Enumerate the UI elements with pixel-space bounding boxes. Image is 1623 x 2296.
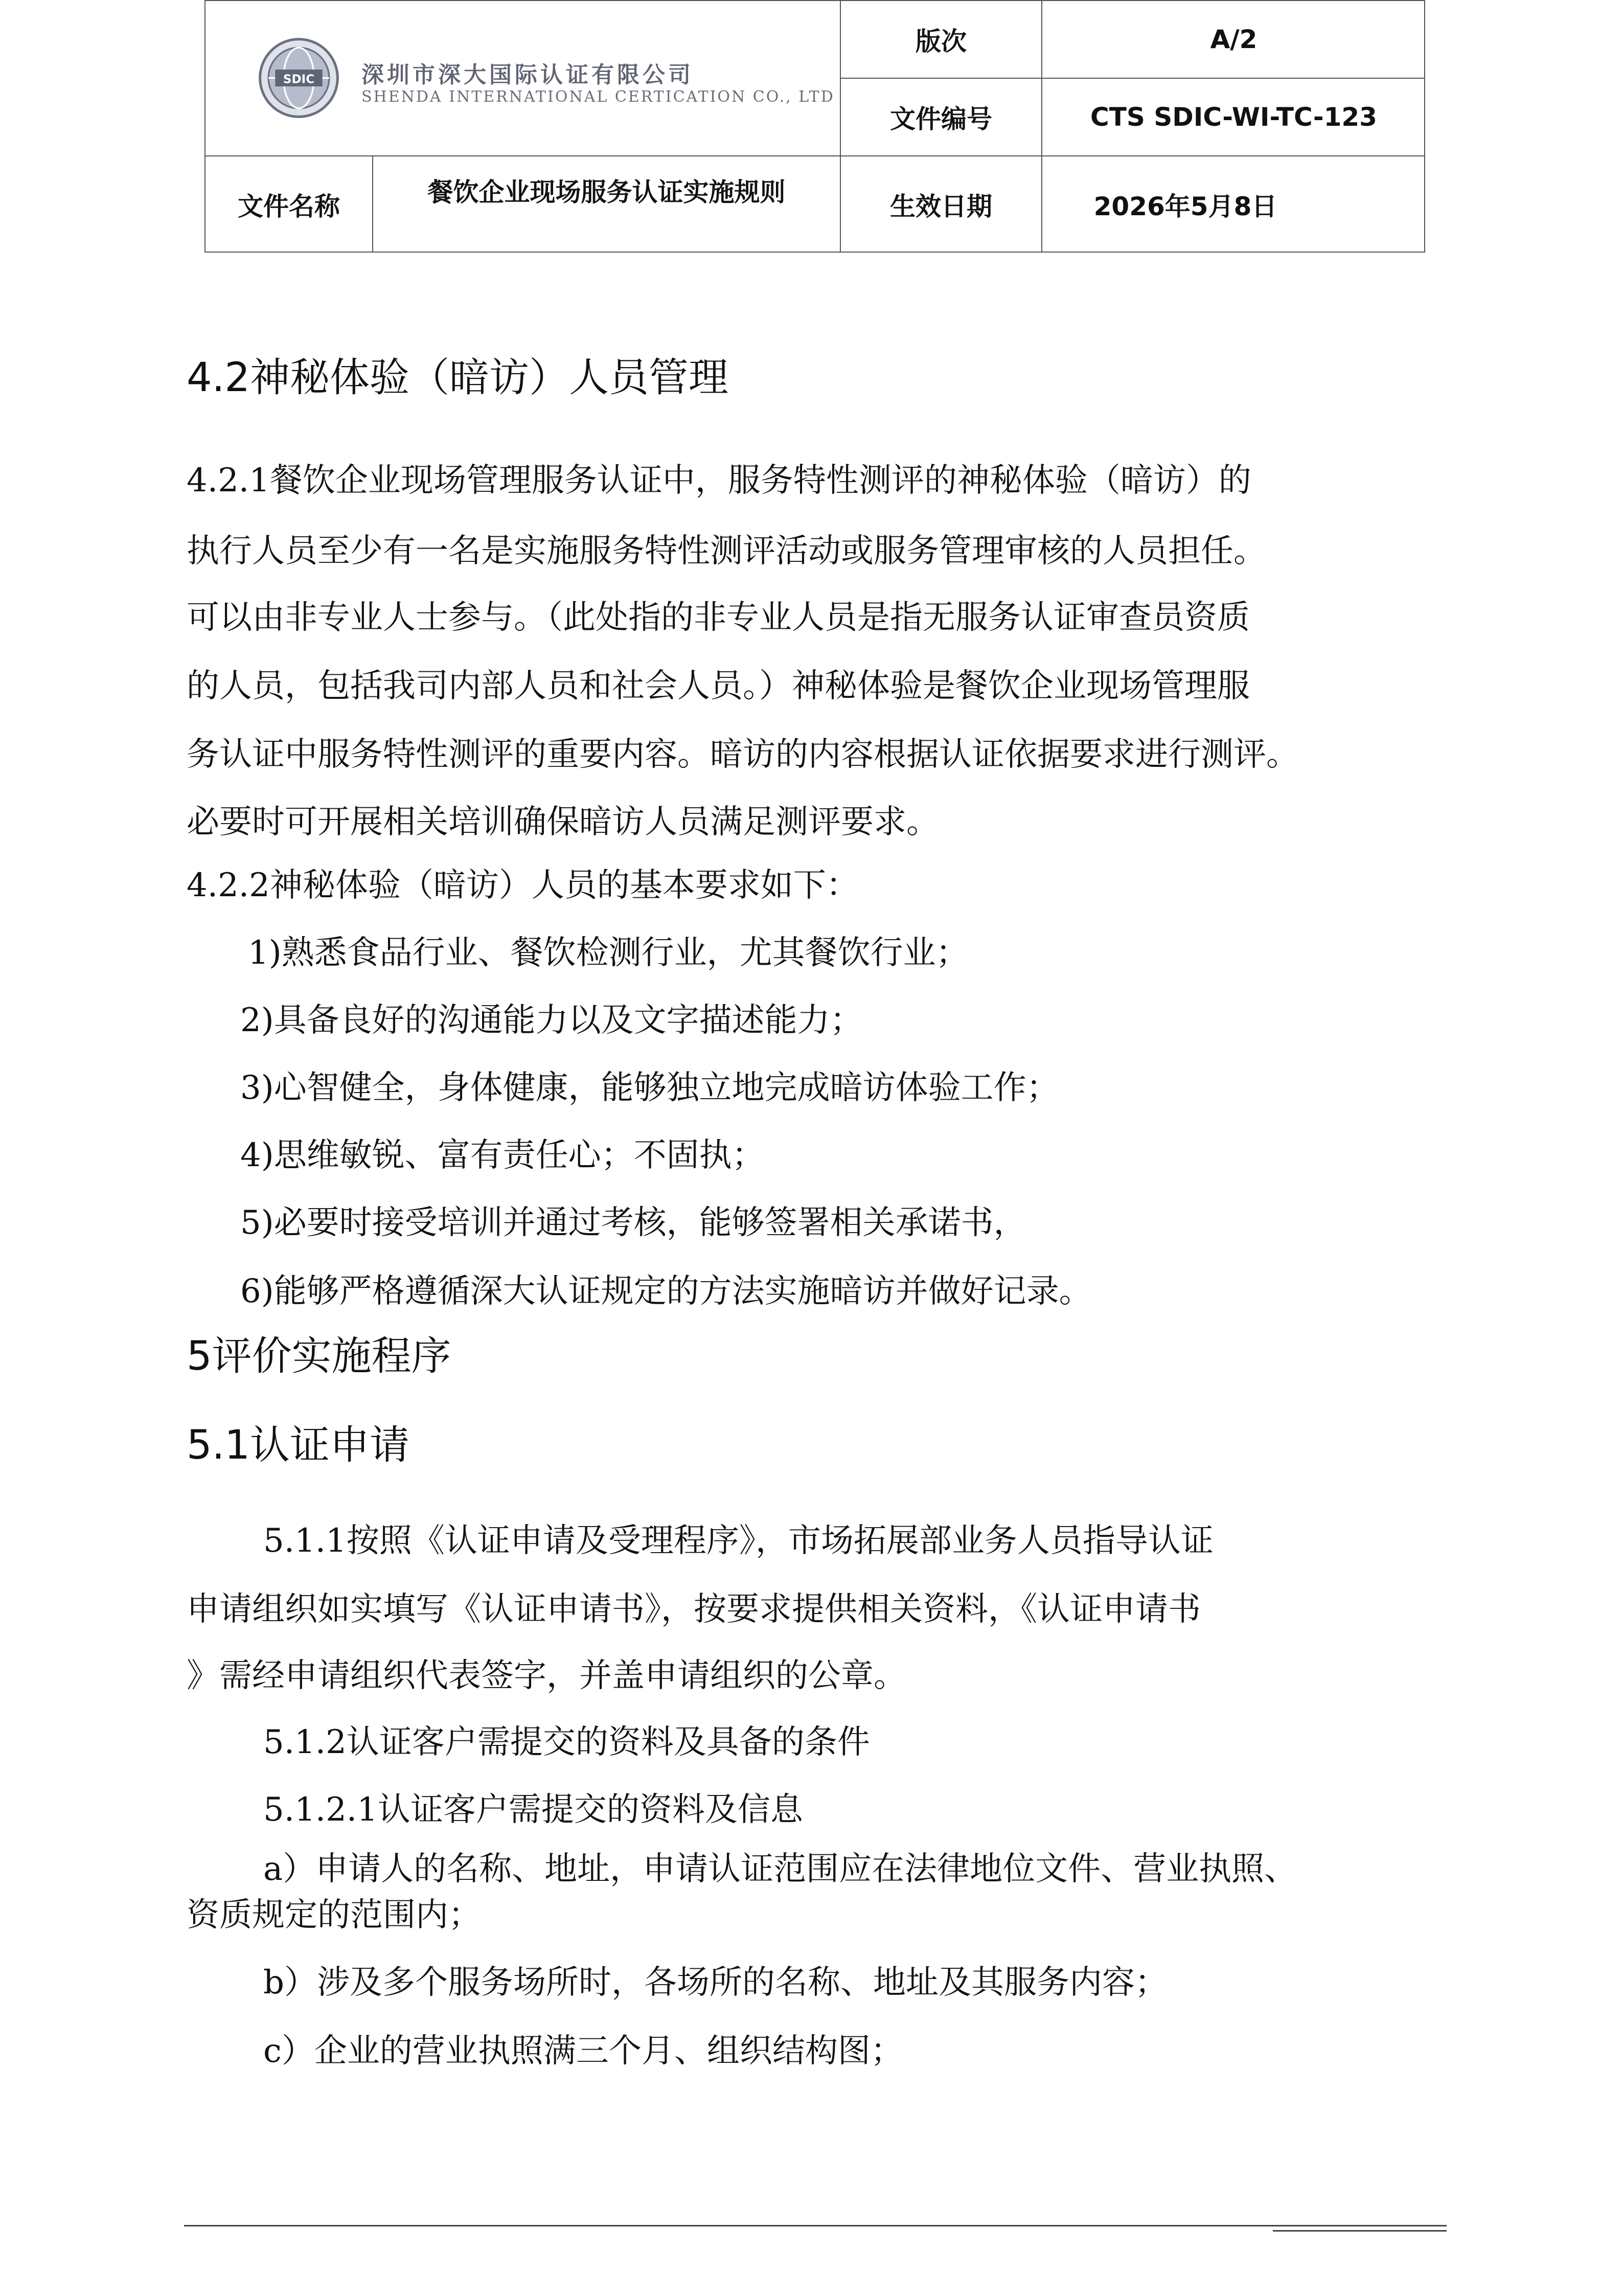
date-value: 2026年5月8日 — [1093, 192, 1277, 221]
list-item: 4)思维敏锐、富有责任心；不固执； — [240, 1136, 765, 1174]
list-item: 2)具备良好的沟通能力以及文字描述能力； — [240, 1002, 863, 1039]
docno-value: CTS SDIC-WI-TC-123 — [1090, 102, 1377, 132]
company-logo — [226, 27, 835, 129]
docno-label: 文件编号 — [890, 104, 992, 134]
section-heading-4-2: 4.2神秘体验（暗访）人员管理 — [187, 355, 729, 401]
version-value: A/2 — [1210, 25, 1258, 54]
document-header-table — [204, 0, 1425, 253]
paragraph-line: 可以由非专业人士参与。（此处指的非专业人员是指无服务认证审查员资质 — [187, 599, 1250, 636]
list-item: 3)心智健全，身体健康，能够独立地完成暗访体验工作； — [240, 1069, 1059, 1107]
paragraph-line: 务认证中服务特性测评的重要内容。暗访的内容根据认证依据要求进行测评。 — [187, 736, 1299, 774]
paragraph-line: 》需经申请组织代表签字，并盖申请组织的公章。 — [187, 1657, 906, 1695]
list-item: b）涉及多个服务场所时，各场所的名称、地址及其服务内容； — [263, 1964, 1168, 2002]
list-item: a）申请人的名称、地址，申请认证范围应在法律地位文件、营业执照、 — [263, 1850, 1297, 1888]
list-item: 6)能够严格遵循深大认证规定的方法实施暗访并做好记录。 — [240, 1272, 1092, 1310]
company-name-en: SHENDA INTERNATIONAL CERTICATION CO., LTD — [361, 88, 835, 106]
filename-label: 文件名称 — [238, 192, 340, 221]
date-label: 生效日期 — [890, 192, 992, 221]
company-name-cn: 深圳市深大国际认证有限公司 — [361, 62, 694, 88]
footer-divider — [1273, 2230, 1447, 2232]
paragraph-line: 5.1.2.1认证客户需提交的资料及信息 — [263, 1791, 803, 1829]
paragraph-line: 4.2.2神秘体验（暗访）人员的基本要求如下： — [187, 867, 859, 904]
globe-icon — [257, 36, 341, 120]
list-item: 资质规定的范围内； — [187, 1896, 481, 1934]
paragraph-line: 5.1.2认证客户需提交的资料及具备的条件 — [263, 1723, 870, 1761]
paragraph-line: 5.1.1按照《认证申请及受理程序》，市场拓展部业务人员指导认证 — [263, 1522, 1214, 1560]
filename-value: 餐饮企业现场服务认证实施规则 — [427, 177, 786, 207]
paragraph-line: 4.2.1餐饮企业现场管理服务认证中，服务特性测评的神秘体验（暗访）的 — [187, 462, 1251, 499]
paragraph-line: 执行人员至少有一名是实施服务特性测评活动或服务管理审核的人员担任。 — [187, 532, 1266, 570]
list-item: 1)熟悉食品行业、餐饮检测行业，尤其餐饮行业； — [248, 934, 969, 972]
footer-divider — [184, 2225, 1447, 2226]
section-heading-5-1: 5.1认证申请 — [187, 1422, 410, 1468]
paragraph-line: 的人员，包括我司内部人员和社会人员。）神秘体验是餐饮企业现场管理服 — [187, 667, 1250, 705]
version-label: 版次 — [916, 27, 967, 56]
logo-text: SDIC — [283, 73, 315, 86]
list-item: c）企业的营业执照满三个月、组织结构图； — [263, 2032, 903, 2070]
list-item: 5)必要时接受培训并通过考核，能够签署相关承诺书， — [240, 1204, 1026, 1242]
paragraph-line: 必要时可开展相关培训确保暗访人员满足测评要求。 — [187, 803, 939, 841]
section-heading-5: 5评价实施程序 — [187, 1333, 451, 1379]
paragraph-line: 申请组织如实填写《认证申请书》，按要求提供相关资料，《认证申请书 — [187, 1590, 1201, 1628]
